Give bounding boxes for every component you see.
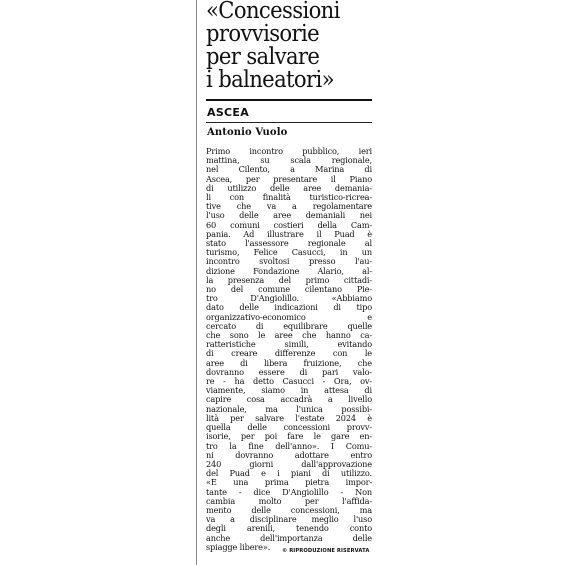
body-line: no del comune cilentano Pie- bbox=[206, 285, 372, 295]
body-line: tro la fine dell'anno». I Comu- bbox=[206, 441, 372, 451]
body-line: ni dovranno adottare entro bbox=[206, 450, 372, 460]
headline-line: provvisorie bbox=[206, 21, 320, 47]
copyright-notice: © RIPRODUZIONE RISERVATA bbox=[282, 548, 370, 554]
body-line: Primo incontro pubblico, ieri bbox=[206, 147, 372, 156]
body-line: tive che va a regolamentare bbox=[206, 202, 372, 212]
body-line: viamente, siamo in attesa di bbox=[206, 386, 372, 396]
body-line: re - ha detto Casucci - Ora, ov- bbox=[206, 377, 372, 387]
body-line: dovranno essere di pari valo- bbox=[206, 367, 372, 377]
body-line: la presenza del primo cittadi- bbox=[206, 275, 372, 285]
body-line: del Puad e i piani di utilizzo. bbox=[206, 469, 372, 479]
headline-line: per salvare bbox=[206, 44, 320, 70]
body-line: quella delle concessioni provv- bbox=[206, 423, 372, 433]
body-line: dato delle indicazioni di tipo bbox=[206, 303, 372, 313]
column-divider bbox=[196, 0, 197, 565]
body-line: isorie, per poi fare le gare en- bbox=[206, 432, 372, 442]
body-line: tante - dice D'Angiolillo - Non bbox=[206, 487, 372, 497]
body-line: li con finalità turistico-ricrea- bbox=[206, 193, 372, 203]
body-line: pania. Ad illustrare il Puad è bbox=[206, 229, 372, 239]
body-line: dizione Fondazione Alario, al- bbox=[206, 266, 372, 276]
section-label: ASCEA bbox=[207, 106, 250, 119]
body-line: Ascea, per presentare il Piano bbox=[206, 174, 372, 184]
body-line: va a disciplinare meglio l'uso bbox=[206, 515, 372, 525]
body-line: incontro svoltosi presso l'au- bbox=[206, 257, 372, 267]
body-line: 60 comuni costieri della Cam- bbox=[206, 220, 372, 230]
body-line: di creare differenze con le bbox=[206, 349, 372, 359]
body-line: 240 giorni dall'approvazione bbox=[206, 459, 372, 469]
body-line: stato l'assessore regionale al bbox=[206, 239, 372, 249]
body-line: organizzativo-economico e bbox=[206, 312, 372, 322]
article bbox=[206, 0, 372, 554]
body-line: tro D'Angiolillo. «Abbiamo bbox=[206, 294, 372, 304]
headline-line: i balneatori» bbox=[206, 67, 334, 93]
body-line: capire cosa accadrà a livello bbox=[206, 395, 372, 405]
body-line: mattina, su scala regionale, bbox=[206, 156, 372, 166]
body-line: cambia molto per l'affida- bbox=[206, 496, 372, 506]
body-line: anche dell'importanza delle bbox=[206, 533, 372, 543]
byline: Antonio Vuolo bbox=[207, 127, 288, 138]
body-line: mento delle concessioni, ma bbox=[206, 505, 372, 515]
body-line: di utilizzo delle aree demania- bbox=[206, 183, 372, 193]
body-line: nel Cilento, a Marina di bbox=[206, 165, 372, 175]
body-line: l'uso delle aree demaniali nei bbox=[206, 211, 372, 221]
body-line: aree di libera fruizione, che bbox=[206, 358, 372, 368]
article-body bbox=[206, 147, 372, 552]
section-rule bbox=[206, 99, 372, 101]
body-line: nazionale, ma l'unica possibi- bbox=[206, 404, 372, 414]
body-line: degli arenili, tenendo conto bbox=[206, 524, 372, 534]
body-line: ratteristiche simili, evitando bbox=[206, 340, 372, 350]
body-line: turismo, Felice Casucci, in un bbox=[206, 248, 372, 258]
body-line: che sono le aree che hanno ca- bbox=[206, 331, 372, 341]
body-line: cercato di equilibrare quelle bbox=[206, 321, 372, 331]
body-line: lità per salvare l'estate 2024 è bbox=[206, 413, 372, 423]
body-line: «È una prima pietra impor- bbox=[206, 478, 372, 488]
headline bbox=[206, 0, 372, 92]
headline-line: «Concessioni bbox=[206, 0, 340, 24]
section-underline bbox=[206, 122, 372, 123]
body-line: spiagge libere». bbox=[206, 542, 271, 552]
